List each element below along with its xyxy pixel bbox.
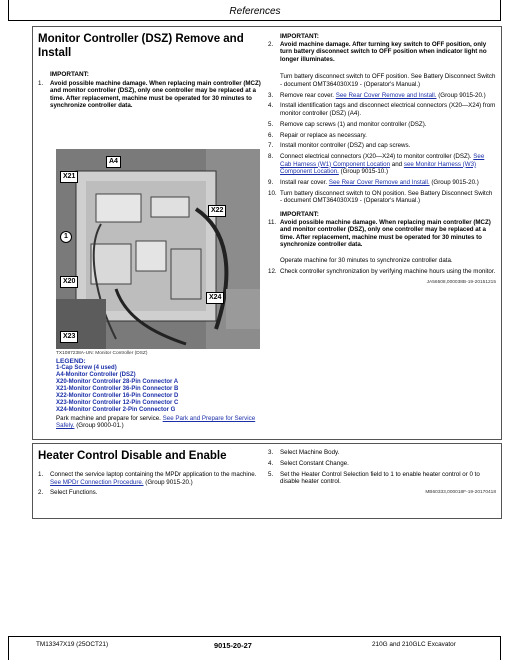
legend-item: X24-Monitor Controller 2-Pin Connector G bbox=[56, 407, 176, 413]
left-page-border bbox=[8, 0, 9, 21]
section1-left-column bbox=[38, 32, 262, 110]
legend-item: X21-Monitor Controller 36-Pin Connector B bbox=[56, 386, 179, 392]
monitor-controller-photo bbox=[56, 149, 260, 349]
section1-reference-id: JA56508,000038B-19-20151215 bbox=[426, 280, 496, 286]
step9-text: Install rear cover. bbox=[280, 179, 328, 187]
step5-text: Remove cap screws (1) and monitor controller (DSZ). bbox=[280, 120, 427, 128]
figure-caption: TX1087238A-UN: Monitor Controller (DSZ) bbox=[56, 351, 148, 356]
photo-illustration bbox=[56, 149, 260, 349]
legend-item: 1-Cap Screw (4 used) bbox=[56, 365, 117, 371]
park-ref: (Group 9000-01.) bbox=[76, 422, 124, 430]
important-note-number: 1. bbox=[38, 79, 44, 87]
step-8: 8. Connect electrical connectors (X20—X24) to monitor controller (DSZ). See Cab Harness (W1) Component Location and see Monitor Harness (W3) Component Location. (Group 9015-10.) bbox=[268, 153, 485, 176]
step8-text: Connect electrical connectors (X20—X24) to monitor controller (DSZ). bbox=[280, 153, 472, 161]
section2-reference-id: MB60333,000018F-19-20170418 bbox=[425, 489, 496, 495]
cab-harness-link[interactable]: See Cab Harness (W1) Component Location bbox=[280, 153, 485, 168]
heater-step1-ref: (Group 9015-20.) bbox=[145, 478, 193, 486]
rear-cover-link-2[interactable]: See Rear Cover Remove and Install. bbox=[328, 179, 430, 187]
mpdr-connection-link[interactable]: See MPDr Connection Procedure. bbox=[50, 478, 144, 486]
step-3: 3. Remove rear cover. See Rear Cover Remove and Install. (Group 9015-20.) bbox=[268, 91, 486, 99]
legend-item: X23-Monitor Controller 12-Pin Connector C bbox=[56, 400, 179, 406]
important2-text: Avoid machine damage. After turning key switch to OFF position, only turn battery disconnect switch to OFF position when indicator light no longer illuminates. bbox=[280, 40, 487, 63]
step3-text: Remove rear cover. bbox=[280, 91, 334, 99]
section2-left-column bbox=[38, 449, 262, 500]
battery-off-step: Turn battery disconnect switch to OFF position. See Battery Disconnect Switch - document OMT364030X19 - (Operator's Manual.) bbox=[280, 73, 496, 88]
step-6: 6. Repair or replace as necessary. bbox=[268, 131, 367, 139]
footer-machine-model: 210G and 210GLC Excavator bbox=[372, 641, 456, 648]
step-11: IMPORTANT: 11. Avoid possible machine damage. When replacing main controller (MCZ) and monitor controller (DSZ), only one controller may be replaced at a time. After replacement, machine must be operated for 30 minutes to synchronize controller data. bbox=[268, 211, 496, 249]
heater-step1-text: Connect the service laptop containing the MPDr application to the machine. bbox=[50, 471, 257, 478]
figure-legend bbox=[56, 358, 266, 430]
rear-cover-link[interactable]: See Rear Cover Remove and Install. bbox=[335, 91, 437, 99]
callout-cap-screw-1: 1 bbox=[60, 231, 72, 243]
step11-text: Avoid possible machine damage. When replacing main controller (MCZ) and monitor controller (DSZ), only one controller may be replaced at a time. After replacement, machine must be operated for 30 minutes to synchronize controller data. bbox=[280, 218, 491, 249]
important-label: IMPORTANT: bbox=[50, 71, 89, 78]
step-4: 4. Install identification tags and disconnect electrical connectors (X20—X24) from monitor controller (DSZ) (A4). bbox=[268, 102, 496, 117]
step-10: 10. Turn battery disconnect switch to ON position. See Battery Disconnect Switch - document OMT364030X19 - (Operator's Manual.) bbox=[268, 189, 493, 205]
monitor-harness-link[interactable]: see Monitor Harness (W3) Component Location. bbox=[280, 160, 477, 176]
callout-x24: X24 bbox=[206, 292, 224, 304]
heater-step-1: 1. Connect the service laptop containing the MPDr application to the machine. See MPDr Connection Procedure. (Group 9015-20.) bbox=[38, 471, 257, 486]
important-note-text: Avoid possible machine damage. When replacing main controller (MCZ) and monitor controller (DSZ), only one controller may be replaced at a time. After replacement, machine must be operated for 30 minutes to synchronize controller data. bbox=[50, 79, 261, 110]
important-note-2 bbox=[268, 41, 496, 64]
procedure-steps-end bbox=[268, 268, 496, 276]
heater-steps-left bbox=[38, 471, 262, 497]
right-page-border-bottom bbox=[500, 636, 501, 660]
section1-title: Monitor Controller (DSZ) Remove and Install bbox=[38, 33, 244, 59]
heater-step2-text: Select Functions. bbox=[50, 489, 98, 497]
operate-machine-step: Operate machine for 30 minutes to synchronize controller data. bbox=[280, 256, 453, 264]
step-7: 7. Install monitor controller (DSZ) and cap screws. bbox=[268, 142, 411, 150]
step8-ref: (Group 9015-10.) bbox=[340, 168, 389, 176]
callout-a4: A4 bbox=[106, 156, 121, 168]
callout-x20: X20 bbox=[60, 276, 78, 288]
step-12: 12. Check controller synchronization by verifying machine hours using the monitor. bbox=[268, 267, 496, 275]
right-page-border bbox=[500, 0, 501, 21]
left-page-border-bottom bbox=[8, 636, 9, 660]
section1-right-column bbox=[268, 33, 496, 287]
important-note-1 bbox=[38, 80, 262, 110]
step11-label: IMPORTANT: bbox=[280, 211, 319, 218]
section2-title: Heater Control Disable and Enable bbox=[38, 450, 227, 462]
callout-x22: X22 bbox=[208, 205, 226, 217]
legend-title: LEGEND: bbox=[56, 358, 86, 365]
header-rule bbox=[8, 20, 500, 21]
park-machine-step bbox=[56, 415, 266, 430]
heater-steps-right bbox=[268, 449, 496, 486]
step-9: 9. Install rear cover. See Rear Cover Remove and Install. (Group 9015-20.) bbox=[268, 179, 479, 187]
heater-step-4: 4. Select Constant Change. bbox=[268, 459, 349, 467]
heater-step-5: 5. Set the Heater Control Selection field to 1 to enable heater control or 0 to disable heater control. bbox=[268, 470, 480, 486]
legend-item: X22-Monitor Controller 16-Pin Connector D bbox=[56, 393, 179, 399]
section2-right-column bbox=[268, 449, 496, 497]
park-and-prepare-link[interactable]: See Park and Prepare for Service Safely. bbox=[56, 415, 256, 430]
legend-item: A4-Monitor Controller (DSZ) bbox=[56, 372, 136, 378]
heater-step4-text: Select Constant Change. bbox=[280, 459, 349, 467]
step9-ref: (Group 9015-20.) bbox=[431, 179, 479, 187]
step7-text: Install monitor controller (DSZ) and cap screws. bbox=[280, 142, 411, 150]
footer-rule bbox=[8, 636, 500, 637]
footer-page-number: 9015-20-27 bbox=[214, 641, 252, 650]
step3-ref: (Group 9015-20.) bbox=[438, 91, 486, 99]
footer-doc-id: TM13347X19 (25OCT21) bbox=[36, 641, 109, 648]
callout-x23: X23 bbox=[60, 331, 78, 343]
park-text: Park machine and prepare for service. bbox=[56, 415, 161, 422]
step10-text: Turn battery disconnect switch to ON position. See Battery Disconnect Switch - document OMT364030X19 - (Operator's Manual.) bbox=[280, 189, 493, 205]
heater-step3-text: Select Machine Body. bbox=[280, 449, 340, 456]
heater-step5-text: Set the Heater Control Selection field to 1 to enable heater control or 0 to disable heater control. bbox=[280, 470, 480, 486]
important2-number: 2. bbox=[268, 40, 274, 48]
step12-text: Check controller synchronization by verifying machine hours using the monitor. bbox=[280, 267, 496, 275]
legend-item: X20-Monitor Controller 28-Pin Connector A bbox=[56, 379, 179, 385]
important2-label: IMPORTANT: bbox=[280, 33, 319, 40]
page-header-title: References bbox=[229, 6, 281, 17]
step6-text: Repair or replace as necessary. bbox=[280, 131, 367, 139]
procedure-steps bbox=[268, 92, 496, 249]
step4-text: Install identification tags and disconnect electrical connectors (X20—X24) from monitor controller (DSZ) (A4). bbox=[280, 102, 496, 117]
step-5: 5. Remove cap screws (1) and monitor controller (DSZ). bbox=[268, 120, 427, 128]
heater-step-3: 3. Select Machine Body. bbox=[268, 449, 340, 456]
step8-mid: and bbox=[391, 160, 403, 168]
heater-step-2: 2. Select Functions. bbox=[38, 489, 98, 497]
callout-x21: X21 bbox=[60, 171, 78, 183]
